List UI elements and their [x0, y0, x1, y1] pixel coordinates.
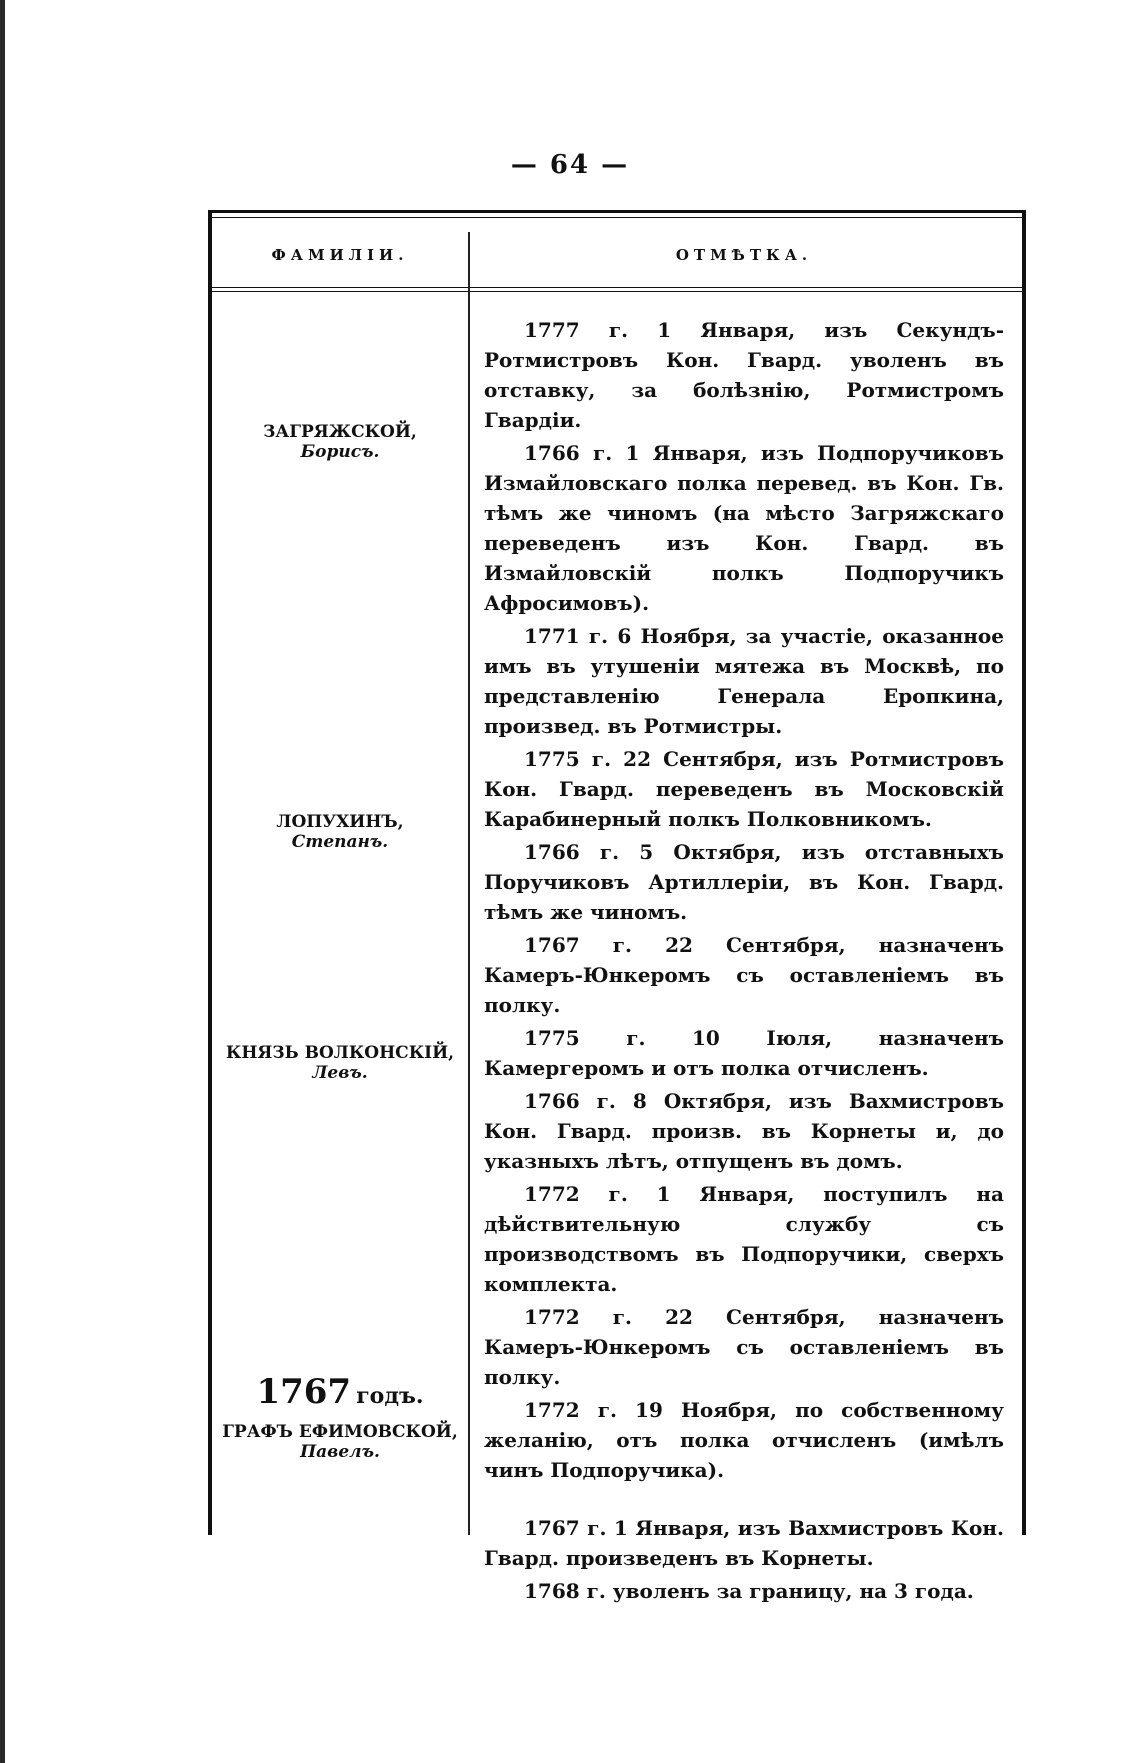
entry: 1771 г. 6 Ноября, за участіе, оказанное имъ въ утушеніи мятежа въ Москвѣ, по представленію Генерала Еропкина, произвед. въ Ротмистры.	[484, 624, 1004, 738]
entry: 1775 г. 10 Іюля, назначенъ Камергеромъ и отъ полка отчисленъ.	[484, 1026, 1004, 1080]
surname: ЗАГРЯЖСКОЙ,	[263, 422, 417, 442]
name-volkonsky	[212, 1043, 468, 1084]
given-name: Павелъ.	[300, 1442, 380, 1463]
given-name: Борисъ.	[300, 442, 380, 463]
table-top-rule	[208, 210, 1026, 218]
entry: 1766 г. 8 Октября, изъ Вахмистровъ Кон. Гвард. произв. въ Корнеты и, до указныхъ лѣтъ, отпущенъ въ домъ.	[484, 1089, 1004, 1173]
entry: 1767 г. 1 Января, изъ Вахмистровъ Кон. Гвард. произведенъ въ Корнеты.	[484, 1516, 1004, 1570]
page-number: — 64 —	[510, 150, 630, 180]
year-number: 1767	[256, 1372, 352, 1412]
year-word: годъ.	[356, 1383, 424, 1409]
header-names: ФАМИЛІИ.	[271, 246, 409, 264]
surname: ГРАФЪ ЕФИМОВСКОЙ,	[222, 1422, 458, 1442]
column-divider	[468, 232, 470, 1535]
records-table	[208, 210, 1026, 1603]
given-name: Левъ.	[312, 1063, 368, 1084]
entry: 1768 г. уволенъ за границу, на 3 года.	[524, 1579, 974, 1603]
name-lopukhin	[212, 812, 468, 853]
year-heading	[212, 1372, 468, 1412]
name-zagryazhskoy	[212, 422, 468, 463]
entry: 1772 г. 19 Ноября, по собственному желанію, отъ полка отчисленъ (имѣлъ чинъ Подпоручика).	[484, 1398, 1004, 1482]
name-efimovskoy	[212, 1422, 468, 1463]
scan-edge	[0, 0, 5, 1763]
entry: 1767 г. 22 Сентября, назначенъ Камеръ-Юнкеромъ съ оставленіемъ въ полку.	[484, 933, 1004, 1017]
entry: 1775 г. 22 Сентября, изъ Ротмистровъ Кон. Гвард. переведенъ въ Московскій Карабинерный полкъ Полковникомъ.	[484, 747, 1004, 831]
notes-column	[484, 315, 1004, 1609]
surname: КНЯЗЬ ВОЛКОНСКІЙ,	[225, 1043, 455, 1063]
given-name: Степанъ.	[291, 832, 389, 853]
entry: 1772 г. 1 Января, поступилъ на дѣйствительную службу съ производствомъ въ Подпоручики, сверхъ комплекта.	[484, 1182, 1004, 1296]
entry: 1766 г. 1 Января, изъ Подпоручиковъ Измайловскаго полка перевед. въ Кон. Гв. тѣмъ же чиномъ (на мѣсто Загряжскаго переведенъ изъ Кон. Гвард. въ Измайловскій полкъ Подпоручикъ Афросимовъ).	[484, 441, 1004, 615]
entry: 1777 г. 1 Января, изъ Секундъ-Ротмистровъ Кон. Гвард. уволенъ въ отставку, за болѣзнію, Ротмистромъ Гвардіи.	[484, 318, 1004, 432]
entry: 1772 г. 22 Сентября, назначенъ Камеръ-Юнкеромъ съ оставленіемъ въ полку.	[484, 1305, 1004, 1389]
table-header-rule	[212, 287, 1022, 292]
entry: 1766 г. 5 Октября, изъ отставныхъ Поручиковъ Артиллеріи, въ Кон. Гвард. тѣмъ же чиномъ.	[484, 840, 1004, 924]
surname: ЛОПУХИНЪ,	[276, 812, 404, 832]
header-notes: ОТМѢТКА.	[675, 246, 813, 264]
